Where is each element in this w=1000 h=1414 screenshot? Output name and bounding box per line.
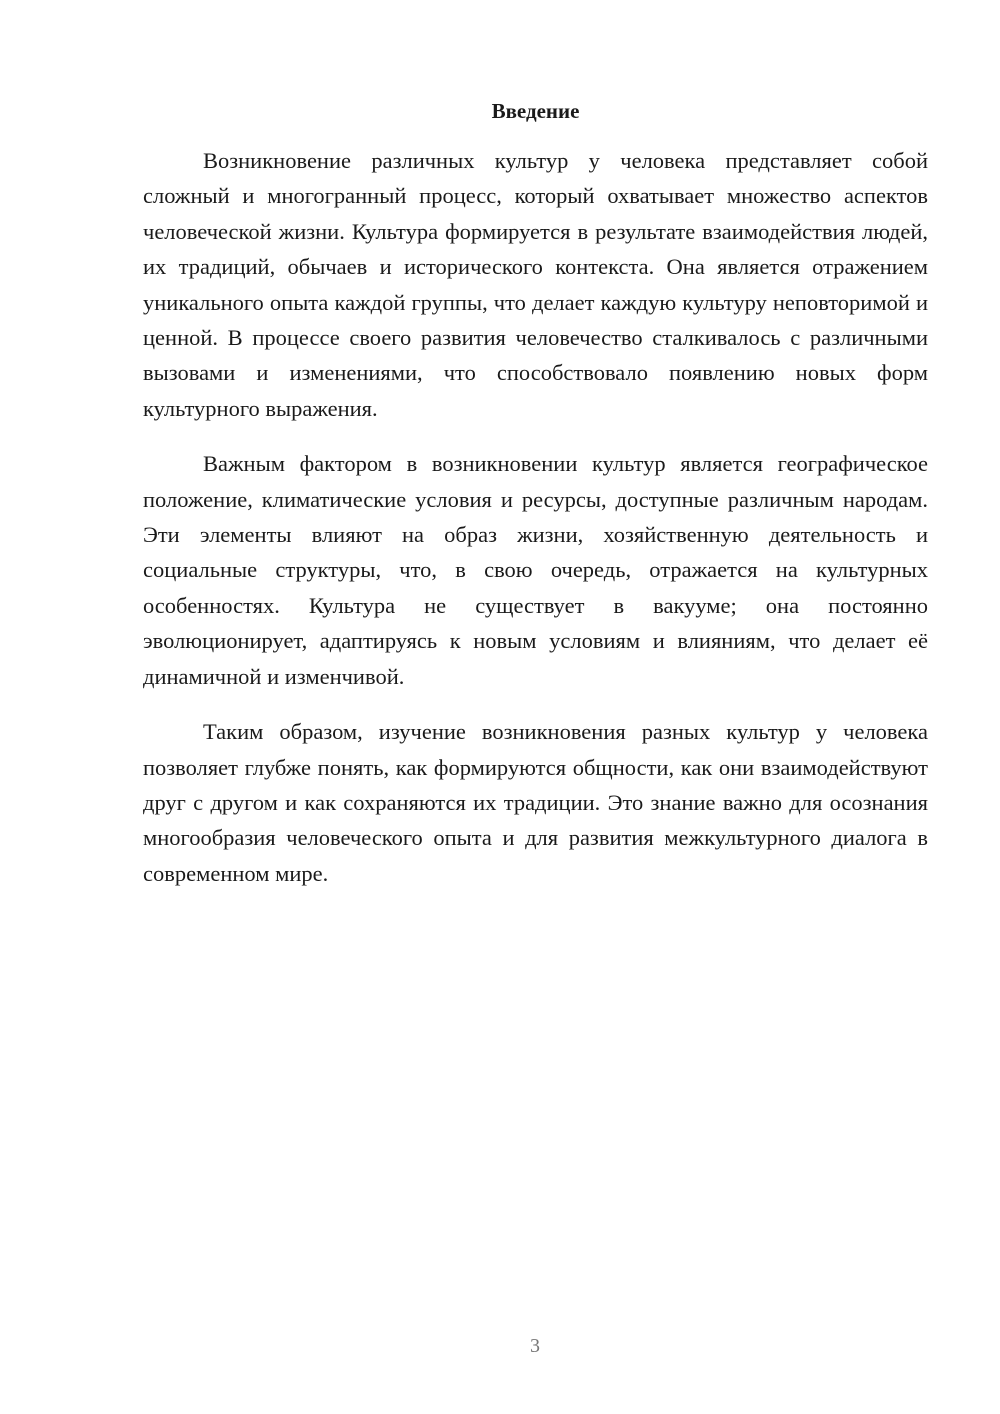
- paragraph-1: Возникновение различных культур у человека представляет собой сложный и многогранный процесс, который охватывает множество аспектов человеческой жизни. Культура формируется в результате взаимодействия людей, их традиций, обычаев и исторического контекста. Она является отражением уникального опыта каждой группы, что делает каждую культуру неповторимой и ценной. В процессе своего развития человечество сталкивалось с различными вызовами и изменениями, что способствовало появлению новых форм культурного выражения.: [143, 148, 928, 421]
- body-text: [143, 143, 928, 891]
- paragraph-3: Таким образом, изучение возникновения разных культур у человека позволяет глубже понять, как формируются общности, как они взаимодействуют друг с другом и как сохраняются их традиции. Это знание важно для осознания многообразия человеческого опыта и для развития межкультурного диалога в современном мире.: [143, 719, 928, 886]
- paragraph-2: Важным фактором в возникновении культур является географическое положение, климатические условия и ресурсы, доступные различным народам. Эти элементы влияют на образ жизни, хозяйственную деятельность и социальные структуры, что, в свою очередь, отражается на культурных особенностях. Культура не существует в вакууме; она постоянно эволюционирует, адаптируясь к новым условиям и влияниям, что делает её динамичной и изменчивой.: [143, 451, 928, 689]
- page-number: 3: [530, 1335, 540, 1357]
- section-heading: Введение: [491, 99, 580, 123]
